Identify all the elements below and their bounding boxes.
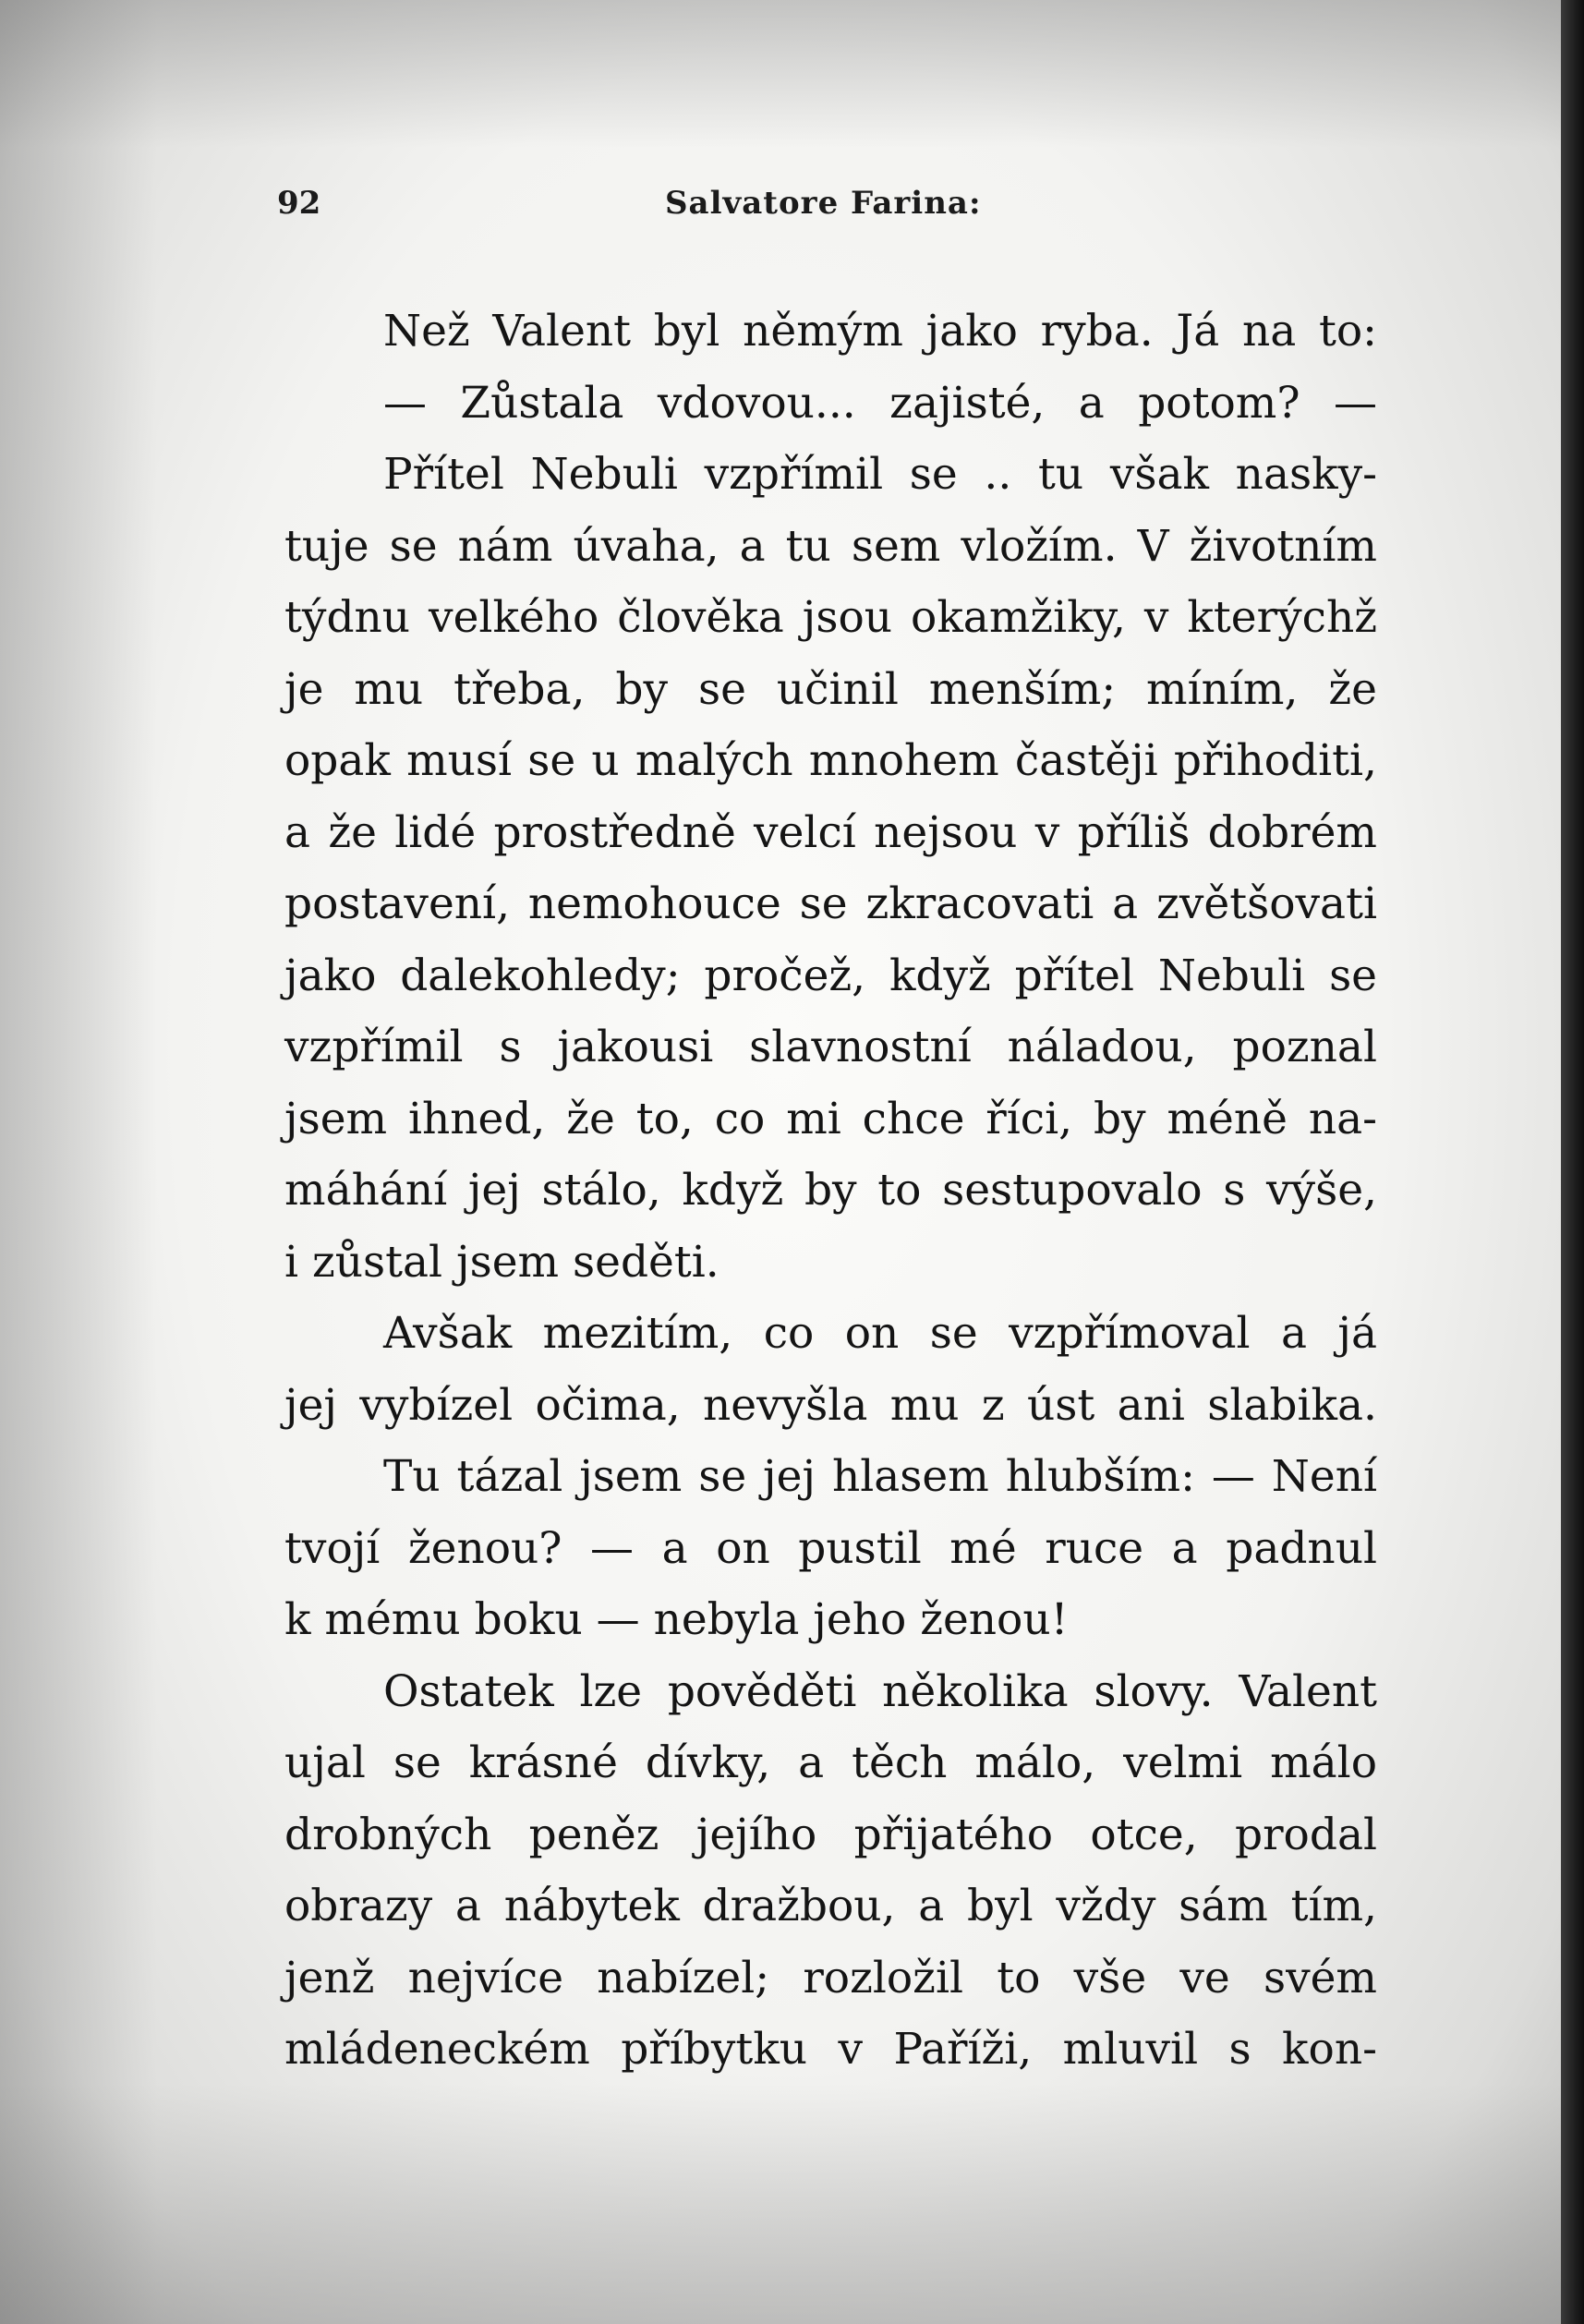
running-title: Salvatore Farina: xyxy=(665,185,982,222)
text-line: a že lidé prostředně velcí nejsou v příliš dobrém xyxy=(284,806,1377,858)
text-line: k mému boku — nebyla jeho ženou! xyxy=(284,1594,1069,1645)
text-line: — Zůstala vdovou... zajisté, a potom? — xyxy=(383,377,1377,429)
text-line: Přítel Nebuli vzpřímil se .. tu však nasky- xyxy=(383,449,1377,500)
page-header xyxy=(277,185,998,231)
text-line: Než Valent byl němým jako ryba. Já na to: xyxy=(383,306,1377,357)
text-line: Tu tázal jsem se jej hlasem hlubším: — Není xyxy=(383,1451,1377,1502)
text-line: postavení, nemohouce se zkracovati a zvětšovati xyxy=(284,878,1377,929)
text-line: jej vybízel očima, nevyšla mu z úst ani slabika. xyxy=(284,1379,1377,1431)
text-line: Ostatek lze pověděti několika slovy. Valent xyxy=(383,1665,1377,1717)
text-line: je mu třeba, by se učinil menším; míním, že xyxy=(284,663,1377,715)
text-line: Avšak mezitím, co on se vzpřímoval a já xyxy=(383,1308,1377,1359)
text-line: tuje se nám úvaha, a tu sem vložím. V životním xyxy=(284,520,1377,572)
text-line: drobných peněz jejího přijatého otce, prodal xyxy=(284,1809,1377,1860)
text-line: máhání jej stálo, když by to sestupovalo s výše, xyxy=(284,1165,1377,1216)
text-line: ujal se krásné dívky, a těch málo, velmi málo xyxy=(284,1737,1377,1788)
text-line: obrazy a nábytek dražbou, a byl vždy sám tím, xyxy=(284,1881,1377,1931)
page-shadow-left xyxy=(0,0,157,2324)
page-number: 92 xyxy=(277,185,321,222)
text-line: jenž nejvíce nabízel; rozložil to vše ve svém xyxy=(284,1952,1377,2003)
text-line: opak musí se u malých mnohem častěji přihoditi, xyxy=(284,735,1377,786)
book-spine-edge xyxy=(1561,0,1584,2324)
text-line: jako dalekohledy; pročež, když přítel Nebuli se xyxy=(284,950,1377,1001)
text-line: vzpřímil s jakousi slavnostní náladou, poznal xyxy=(284,1022,1377,1072)
text-line: jsem ihned, že to, co mi chce říci, by méně na- xyxy=(284,1093,1377,1144)
page-shadow-top xyxy=(0,0,1561,148)
page-shadow-bottom xyxy=(0,2084,1561,2324)
body-text xyxy=(284,296,1377,2086)
text-line: tvojí ženou? — a on pustil mé ruce a padnul xyxy=(284,1522,1377,1574)
text-line: mládeneckém příbytku v Paříži, mluvil s kon- xyxy=(284,2024,1377,2075)
text-line: týdnu velkého člověka jsou okamžiky, v kterýchž xyxy=(284,592,1377,643)
text-line: i zůstal jsem seděti. xyxy=(284,1236,719,1288)
